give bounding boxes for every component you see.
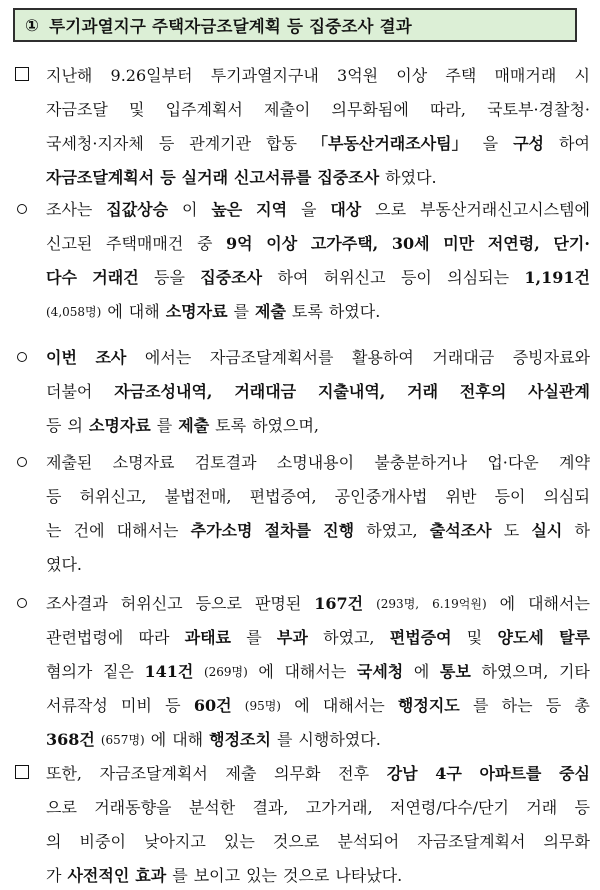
text-run: 구성	[513, 134, 544, 153]
text-run: 였다.	[46, 555, 82, 574]
text-run: 분석되어	[337, 832, 400, 851]
text-run: 를	[246, 628, 262, 647]
text-run: 사실관계	[528, 382, 590, 401]
text-run: 도	[503, 521, 520, 540]
text-run: 사전적인	[67, 866, 130, 885]
text-run: 있는	[246, 866, 277, 885]
text-run: 시행하였다.	[298, 730, 381, 749]
text-run: 등	[545, 696, 562, 715]
text-run: 주택매매건	[106, 234, 184, 253]
text-run: 이상	[266, 234, 298, 253]
text-run: 를	[472, 696, 489, 715]
text-line	[46, 230, 590, 258]
text-run: 자금조달계획서	[417, 832, 526, 851]
text-run: 6.19억원)	[432, 597, 487, 611]
text-run: 368건	[46, 730, 95, 749]
text-run: 자금조달계획서를	[209, 348, 334, 367]
text-run: 기타	[558, 662, 590, 681]
text-run: 탈루	[559, 628, 590, 647]
text-line	[46, 862, 590, 890]
text-run: 대해서는	[322, 696, 385, 715]
text-run: 허위신고,	[79, 487, 147, 506]
text-run: 등	[165, 696, 181, 715]
text-run: (269명)	[203, 665, 248, 679]
text-run: 미만	[443, 234, 475, 253]
text-run: 중심	[559, 764, 590, 783]
text-run: 하였고,	[323, 628, 375, 647]
text-run: 입주계획서	[165, 100, 243, 119]
text-run: 하	[574, 521, 590, 540]
text-run: 위반	[445, 487, 477, 506]
text-run: 「부동산거래조사팀」	[311, 134, 468, 153]
text-run: 활용하여	[352, 348, 414, 367]
text-run: 167건	[314, 594, 364, 613]
text-line	[46, 96, 590, 124]
text-run: 의무화됨에	[331, 100, 409, 119]
text-run: 효과	[135, 866, 167, 885]
text-run: 검토결과	[194, 453, 257, 472]
text-run: 저연령/다수/단기	[389, 798, 509, 817]
text-run: 행정조치	[209, 730, 271, 749]
text-run: 를	[276, 730, 293, 749]
text-run: 제출	[225, 764, 257, 783]
circle-bullet-icon	[15, 454, 27, 467]
text-run: 건에	[73, 521, 105, 540]
text-line	[46, 828, 590, 856]
text-run: 자금조달계획서	[99, 764, 208, 783]
text-run: 소명자료	[165, 302, 228, 321]
text-run: 투기과열지구내	[210, 66, 319, 85]
text-run: 를	[233, 302, 249, 321]
text-run: 제출	[255, 302, 286, 321]
text-run: 허위신고	[323, 268, 386, 287]
text-run: 신고서류를	[234, 168, 312, 187]
text-run: 및	[466, 628, 483, 647]
section-number: ①	[25, 15, 40, 35]
text-run: 집값상승	[106, 200, 169, 219]
text-line	[46, 483, 590, 511]
text-run: 토록	[291, 302, 323, 321]
text-run: 시	[574, 66, 590, 85]
text-run: 조사	[95, 348, 127, 367]
text-run: 국세청·지자체	[46, 134, 144, 153]
text-run: 등으로	[195, 594, 242, 613]
text-run: 진행	[323, 521, 355, 540]
text-line	[46, 196, 590, 224]
text-run: 141건	[144, 662, 194, 681]
text-run: 총	[574, 696, 590, 715]
text-run: 편법증여,	[249, 487, 317, 506]
circle-icon	[17, 204, 27, 214]
text-run: 과태료	[184, 628, 232, 647]
text-run: 짙은	[102, 662, 134, 681]
text-run: 이상	[396, 66, 428, 85]
text-run: 대상	[330, 200, 362, 219]
text-run: 통보	[439, 662, 471, 681]
text-line	[46, 449, 590, 477]
text-run: 업·다운	[487, 453, 539, 472]
text-run: 하였다.	[385, 168, 437, 187]
text-run: 실시	[531, 521, 563, 540]
text-run: 고가주택,	[310, 234, 379, 253]
text-run: 집중조사	[317, 168, 380, 187]
text-run: 1,191건	[524, 268, 590, 287]
text-line	[46, 164, 590, 192]
text-run: 강남	[386, 764, 418, 783]
text-run: 매매거래	[494, 66, 557, 85]
text-run: 자금조달계획서	[46, 168, 155, 187]
text-run: 거래대금	[432, 348, 495, 367]
text-run: 의심되	[543, 487, 590, 506]
text-run: 거래	[526, 798, 558, 817]
text-run: 을	[300, 200, 317, 219]
circle-bullet-icon	[15, 349, 27, 362]
text-run: (293명,	[376, 597, 420, 611]
text-run: 증빙자료와	[512, 348, 590, 367]
text-run: 으로	[46, 798, 77, 817]
text-run: 의심되는	[447, 268, 510, 287]
text-run: 3억원	[337, 66, 379, 85]
text-run: 를	[172, 866, 188, 885]
text-run: 부동산거래신고시스템에	[419, 200, 590, 219]
text-run: 30세	[391, 234, 430, 253]
text-run: 는	[46, 521, 62, 540]
text-run: 등	[574, 798, 590, 817]
text-line	[46, 590, 590, 618]
circle-icon	[17, 598, 27, 608]
text-run: 양도세	[497, 628, 544, 647]
text-run: 에	[258, 662, 274, 681]
text-run: 하였다.	[328, 302, 381, 321]
text-run: 판명된	[254, 594, 302, 613]
text-run: 등을	[154, 268, 185, 287]
text-line	[46, 517, 590, 545]
text-run: 하였고,	[366, 521, 418, 540]
text-run: 자금조성내역,	[114, 382, 213, 401]
text-run: 을	[482, 134, 499, 153]
text-run: 불법전매,	[164, 487, 232, 506]
text-run: 거래동향을	[94, 798, 172, 817]
text-run: 제출이	[264, 100, 311, 119]
text-run: 하여	[558, 134, 590, 153]
text-run: 따라	[138, 628, 170, 647]
text-run: 조사는	[46, 200, 93, 219]
text-run: 낮아지고	[144, 832, 206, 851]
text-run: 9.26일부터	[110, 66, 193, 85]
text-run: 에	[413, 662, 430, 681]
text-run: 가	[46, 866, 62, 885]
text-line	[46, 264, 590, 292]
text-run: 대해	[172, 730, 204, 749]
text-run: 하였으며,	[252, 416, 319, 435]
text-run: 이	[181, 200, 198, 219]
text-run: 보이고	[193, 866, 241, 885]
section-title	[13, 8, 577, 42]
square-icon	[15, 67, 29, 81]
text-run: 지출내역,	[317, 382, 386, 401]
text-line	[46, 551, 590, 579]
text-run: 하여	[277, 268, 309, 287]
text-line	[46, 298, 590, 326]
text-run: 높은	[211, 200, 243, 219]
text-run: 허위신고	[120, 594, 183, 613]
text-run: 에서는	[144, 348, 192, 367]
text-run: 공인중개사법	[334, 487, 428, 506]
text-run: 의무화	[543, 832, 590, 851]
text-line	[46, 794, 590, 822]
text-line	[46, 692, 590, 720]
square-bullet-icon	[15, 765, 29, 779]
text-run: 를	[156, 416, 173, 435]
text-run: (95명)	[244, 699, 281, 713]
text-run: 에	[499, 594, 516, 613]
text-run: 추가소명	[190, 521, 253, 540]
text-run: 또한,	[46, 764, 82, 783]
text-run: 60건	[193, 696, 232, 715]
text-run: 것으로	[282, 866, 330, 885]
text-run: 의	[67, 416, 83, 435]
section-title-text: 투기과열지구 주택자금조달계획 등 집중조사 결과	[49, 17, 412, 36]
text-run: 주택	[445, 66, 477, 85]
text-run: 소명자료	[112, 453, 175, 472]
text-run: 전후의	[459, 382, 507, 401]
text-line	[46, 760, 590, 788]
text-run: 거래	[407, 382, 439, 401]
text-run: 의	[46, 832, 62, 851]
text-run: 있는	[223, 832, 255, 851]
text-run: 의무화	[274, 764, 321, 783]
text-run: (657명)	[100, 733, 145, 747]
text-line	[46, 658, 590, 686]
text-run: 소명자료	[88, 416, 151, 435]
text-run: 계약	[559, 453, 590, 472]
text-run: 거래대금	[234, 382, 297, 401]
text-run: 아파트를	[479, 764, 542, 783]
text-run: 대해서는	[528, 594, 590, 613]
text-run: 대해	[128, 302, 160, 321]
circle-bullet-icon	[15, 595, 27, 608]
text-run: 저연령,	[487, 234, 540, 253]
text-line	[46, 412, 590, 440]
text-run: 토록	[215, 416, 247, 435]
text-run: 대해서는	[284, 662, 347, 681]
text-line	[46, 130, 590, 158]
circle-bullet-icon	[15, 201, 27, 214]
text-run: 전후	[338, 764, 370, 783]
text-run: 제출된	[46, 453, 93, 472]
text-run: 분석한	[188, 798, 236, 817]
text-run: 더불어	[46, 382, 93, 401]
text-run: 및	[128, 100, 145, 119]
text-run: 자금조달	[46, 100, 108, 119]
text-run: 비중이	[79, 832, 126, 851]
text-line	[46, 726, 590, 754]
text-run: 관련법령에	[46, 628, 124, 647]
text-run: 하였으며,	[481, 662, 549, 681]
text-run: 국토부·경찰청·	[487, 100, 590, 119]
text-run: 나타났다.	[335, 866, 403, 885]
text-run: 집중조사	[200, 268, 263, 287]
text-run: 관계기관	[189, 134, 252, 153]
text-run: 서류작성	[46, 696, 108, 715]
text-run: 등이	[400, 268, 432, 287]
text-run: 제출	[178, 416, 210, 435]
text-run: 소명내용이	[276, 453, 355, 472]
text-line	[46, 378, 590, 406]
circle-icon	[17, 457, 27, 467]
text-run: 부과	[276, 628, 308, 647]
text-run: 지난해	[46, 66, 93, 85]
text-run: 다수	[46, 268, 77, 287]
text-run: 합동	[266, 134, 297, 153]
square-icon	[15, 765, 29, 779]
text-run: (4,058명)	[46, 305, 102, 319]
text-run: 등	[160, 168, 176, 187]
text-line	[46, 62, 590, 90]
text-run: 국세청	[356, 662, 404, 681]
text-run: 에	[150, 730, 167, 749]
text-run: 결과,	[252, 798, 289, 817]
text-run: 등	[46, 416, 62, 435]
text-run: 9억	[226, 234, 253, 253]
text-run: 중	[196, 234, 213, 253]
text-run: 고가거래,	[305, 798, 373, 817]
text-run: 등이	[494, 487, 526, 506]
text-run: 에	[107, 302, 123, 321]
text-run: 절차를	[264, 521, 311, 540]
text-line	[46, 344, 590, 372]
text-run: 실거래	[181, 168, 229, 187]
text-run: 하는	[501, 696, 533, 715]
text-run: 따라,	[429, 100, 466, 119]
text-run: 것으로	[272, 832, 320, 851]
text-run: 혐의가	[46, 662, 93, 681]
text-run: 4구	[435, 764, 462, 783]
text-run: 거래건	[92, 268, 139, 287]
text-run: 으로	[375, 200, 407, 219]
text-run: 단기·	[553, 234, 590, 253]
circle-icon	[17, 352, 27, 362]
text-run: 편법증여	[389, 628, 452, 647]
text-line	[46, 624, 590, 652]
text-run: 조사결과	[46, 594, 108, 613]
text-run: 에	[294, 696, 310, 715]
square-bullet-icon	[15, 67, 29, 81]
text-run: 이번	[46, 348, 77, 367]
text-run: 등	[158, 134, 175, 153]
text-run: 등	[46, 487, 62, 506]
text-run: 지역	[256, 200, 288, 219]
text-run: 대해서는	[116, 521, 179, 540]
text-run: 미비	[121, 696, 152, 715]
text-run: 불충분하거나	[374, 453, 468, 472]
text-run: 출석조사	[429, 521, 492, 540]
text-run: 신고된	[46, 234, 93, 253]
text-run: 행정지도	[397, 696, 460, 715]
